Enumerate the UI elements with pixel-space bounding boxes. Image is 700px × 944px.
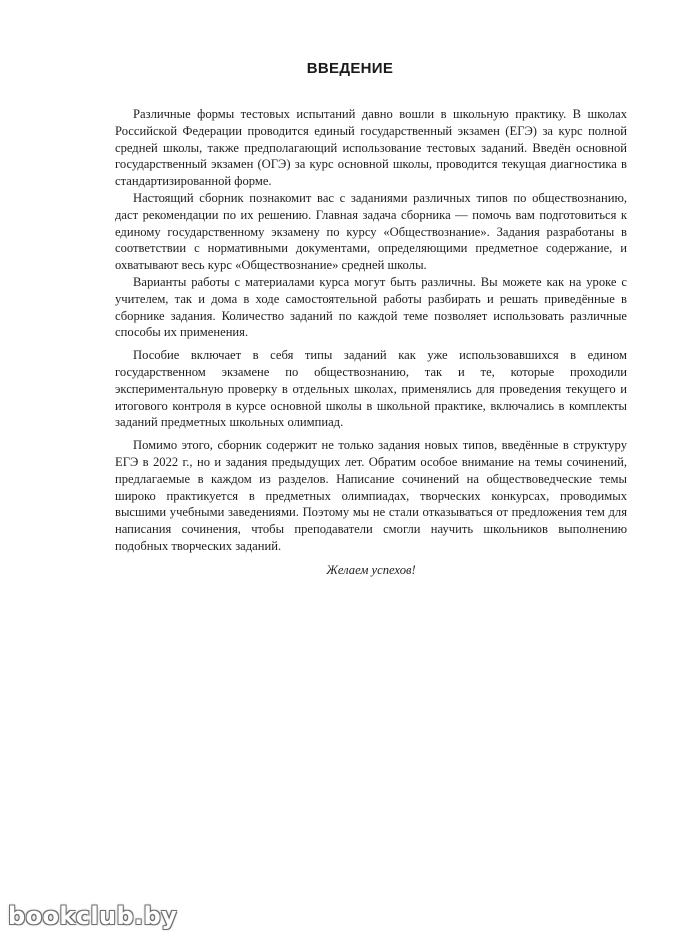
page-title: ВВЕДЕНИЕ bbox=[306, 60, 394, 77]
paragraph-4: Пособие включает в себя типы заданий как уже использовавшихся в едином государственном экзамене по обществознанию, так и те, которые проходили экспериментальную проверку в отдельных школах, применялись для проведения текущего и итогового контроля в курсе основной школы в школьной практике, включались в комплекты заданий предметных школьных олимпиад. bbox=[115, 348, 627, 430]
paragraph-1: Различные формы тестовых испытаний давно вошли в школьную практику. В школах Российской Федерации проводится единый государственный экзамен (ЕГЭ) за курс полной средней школы, также предполагающий использование тестовых заданий. Введён основной государственный экзамен (ОГЭ) за курс основной школы, проводится текущая диагностика в стандартизированной форме. bbox=[115, 107, 627, 189]
closing-wish: Желаем успехов! bbox=[326, 562, 416, 577]
introduction-text bbox=[115, 106, 627, 578]
paragraph-3: Варианты работы с материалами курса могут быть различны. Вы можете как на уроке с учителем, так и дома в ходе самостоятельной работы разбирать и решать приведённые в сборнике задания. Количество заданий по каждой теме позволяет использовать различные способы их применения. bbox=[115, 274, 627, 340]
paragraph-5: Помимо этого, сборник содержит не только задания новых типов, введённые в структуру ЕГЭ в 2022 г., но и задания предыдущих лет. Обратим особое внимание на темы сочинений, предлагаемые в каждом из разделов. Написание сочинений на обществоведческие темы широко практикуется в предметных олимпиадах, творческих конкурсах, проводимых высшими учебными заведениями. Поэтому мы не стали отказываться от предложения тем для написания сочинения, чтобы преподаватели смогли научить школьников выполнению подобных творческих заданий. bbox=[115, 438, 627, 553]
watermark-logo: bookclub.by bbox=[8, 902, 178, 930]
paragraph-2: Настоящий сборник познакомит вас с заданиями различных типов по обществознанию, даст рекомендации по их решению. Главная задача сборника — помочь вам подготовиться к единому государственному экзамену по курсу «Обществознание». Задания разработаны в соответствии с нормативными документами, определяющими предметное содержание, и охватывают весь курс «Обществознание» средней школы. bbox=[115, 190, 627, 273]
